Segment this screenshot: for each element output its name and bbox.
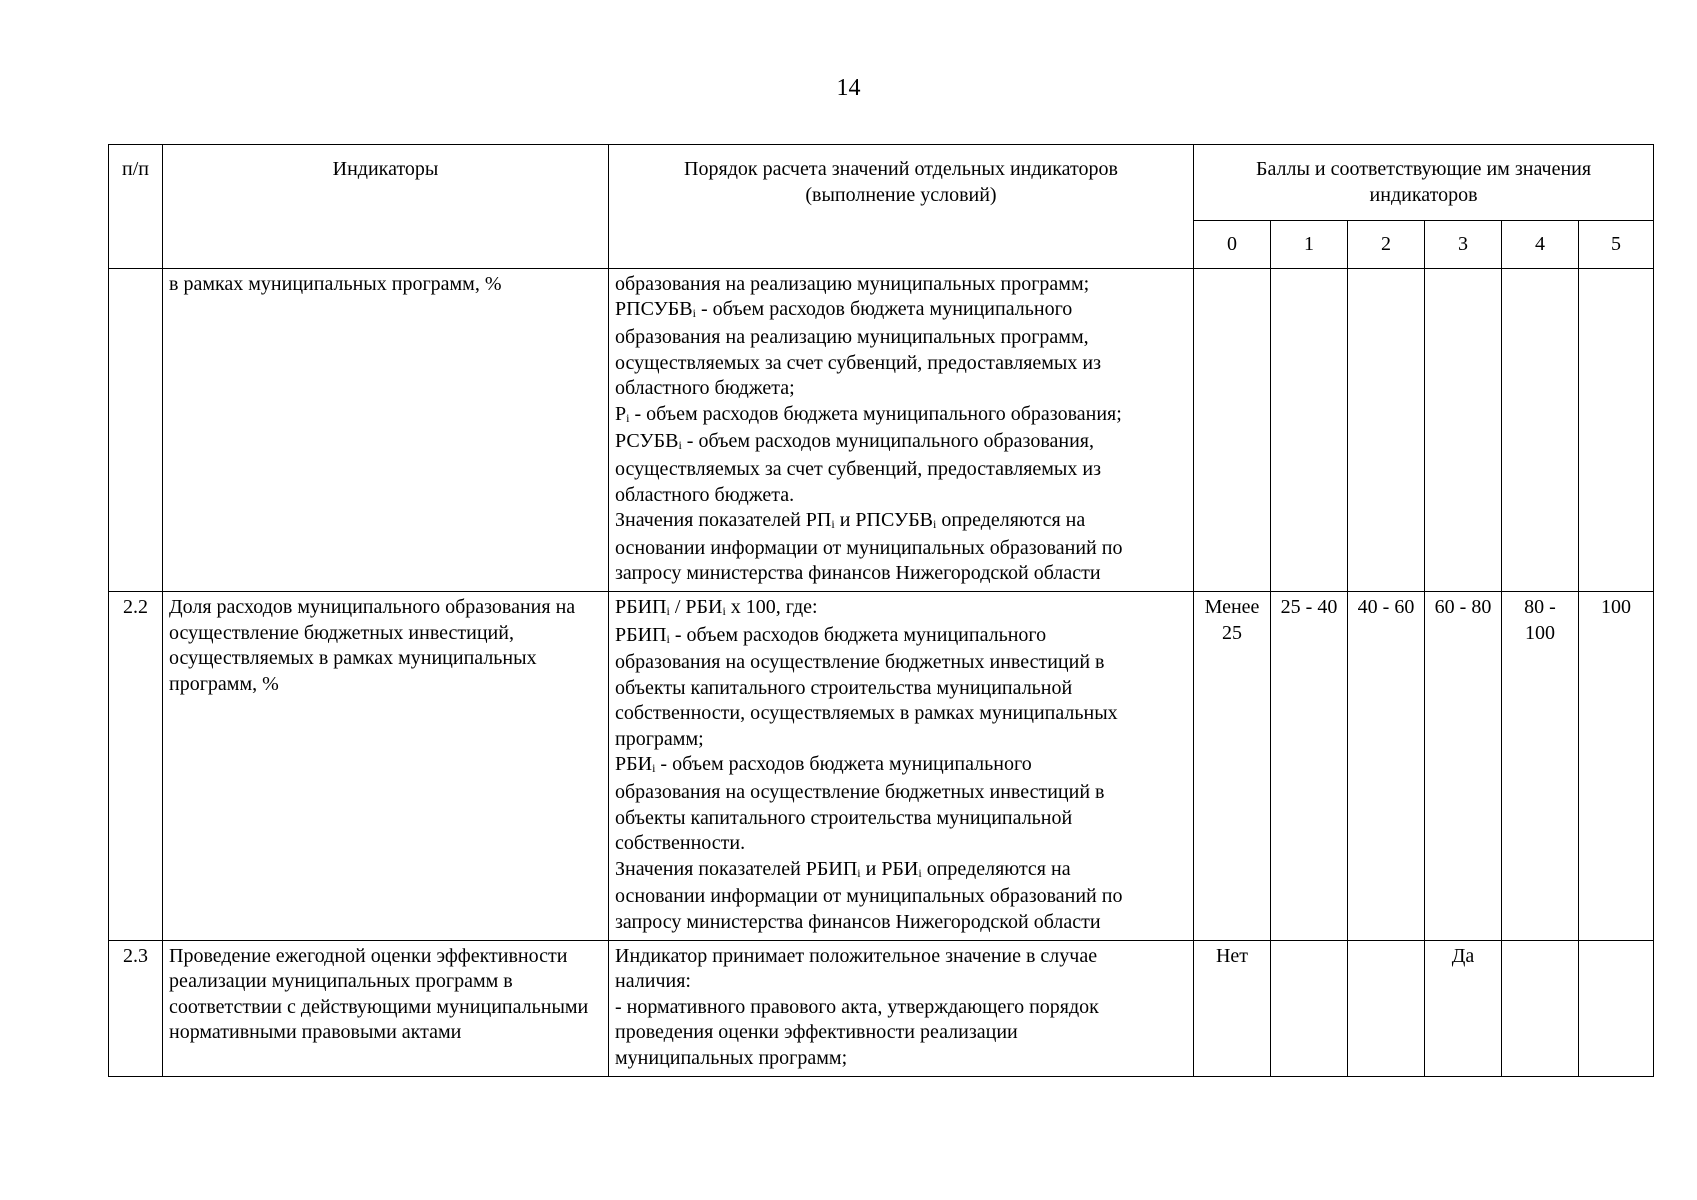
calc-line: $P_i$ - объем расходов бюджета муниципального образования; [615, 402, 1122, 425]
score-cell [1194, 268, 1271, 591]
calc-line: образования на осуществление бюджетных инвестиций в [615, 651, 1105, 674]
header-scores-line2: индикаторов [1369, 183, 1478, 206]
score-cell: 25 - 40 [1271, 591, 1348, 940]
calc-line: муниципальных программ; [615, 1047, 848, 1069]
calc-line: проведения оценки эффективности реализации [615, 1021, 1018, 1044]
score-cell [1348, 940, 1425, 1076]
score-cell: 80 - 100 [1502, 591, 1579, 940]
header-scores [1194, 145, 1654, 221]
calc-line: Значения показателей $РП_i$ и $РПСУБВ_i$ определяются на [615, 509, 1086, 532]
calc-line: областного бюджета. [615, 483, 795, 506]
calc-line: объекты капитального строительства муниципальной [615, 676, 1073, 699]
calc-line: - нормативного правового акта, утверждающего порядок [615, 995, 1099, 1018]
row-indicator: в рамках муниципальных программ, % [163, 268, 609, 591]
score-cell [1348, 268, 1425, 591]
calc-line: $РБИ_i$ - объем расходов бюджета муниципального [615, 753, 1032, 776]
calc-line: основании информации от муниципальных образований по [615, 885, 1123, 908]
score-cell [1502, 940, 1579, 1076]
header-score-4: 4 [1502, 221, 1579, 269]
score-cell: Нет [1194, 940, 1271, 1076]
score-cell [1579, 940, 1654, 1076]
calc-line: основании информации от муниципальных образований по [615, 536, 1123, 559]
header-indicators: Индикаторы [163, 145, 609, 269]
calc-line: объекты капитального строительства муниципальной [615, 806, 1073, 829]
calc-line: наличия: [615, 970, 691, 993]
header-num: п/п [109, 145, 163, 269]
table-row [109, 591, 1654, 940]
header-scores-line1: Баллы и соответствующие им значения [1256, 158, 1592, 180]
calc-line: программ; [615, 727, 704, 750]
header-score-5: 5 [1579, 221, 1654, 269]
calc-line: $РСУБВ_i$ - объем расходов муниципального образования, [615, 430, 1094, 453]
row-calc [609, 591, 1194, 940]
indicators-table [108, 144, 1654, 1077]
score-cell [1271, 268, 1348, 591]
score-cell [1271, 940, 1348, 1076]
calc-line: образования на осуществление бюджетных инвестиций в [615, 781, 1105, 804]
calc-line: запросу министерства финансов Нижегородской области [615, 911, 1101, 934]
row-num: 2.3 [109, 940, 163, 1076]
table-header-row [109, 145, 1654, 221]
table-row [109, 268, 1654, 591]
calc-line: собственности, осуществляемых в рамках муниципальных [615, 702, 1118, 725]
calc-line: образования на реализацию муниципальных программ, [615, 325, 1089, 348]
page-number: 14 [836, 75, 861, 101]
header-score-2: 2 [1348, 221, 1425, 269]
header-calc-line1: Порядок расчета значений отдельных индикаторов [684, 158, 1118, 180]
calc-line: осуществляемых за счет субвенций, предоставляемых из [615, 457, 1101, 480]
table-row [109, 940, 1654, 1076]
row-num: 2.2 [109, 591, 163, 940]
calc-line: областного бюджета; [615, 377, 795, 400]
calc-line: собственности. [615, 832, 746, 855]
score-cell [1425, 268, 1502, 591]
score-cell: Да [1425, 940, 1502, 1076]
row-indicator: Проведение ежегодной оценки эффективности реализации муниципальных программ в соответствии с действующими муниципальными нормативными правовыми актами [163, 940, 609, 1076]
calc-line: $РПСУБВ_i$ - объем расходов бюджета муниципального [615, 298, 1073, 321]
score-cell [1579, 268, 1654, 591]
score-cell [1502, 268, 1579, 591]
score-cell: 40 - 60 [1348, 591, 1425, 940]
calc-line: Индикатор принимает положительное значение в случае [615, 944, 1098, 967]
header-score-3: 3 [1425, 221, 1502, 269]
row-calc [609, 940, 1194, 1076]
calc-line: запросу министерства финансов Нижегородской области [615, 562, 1101, 585]
row-num [109, 268, 163, 591]
score-cell: 60 - 80 [1425, 591, 1502, 940]
score-cell: Менее 25 [1194, 591, 1271, 940]
row-indicator: Доля расходов муниципального образования на осуществление бюджетных инвестиций, осуществляемых в рамках муниципальных программ, % [163, 591, 609, 940]
score-cell: 100 [1579, 591, 1654, 940]
calc-line: Значения показателей $РБИП_i$ и $РБИ_i$ определяются на [615, 857, 1071, 880]
row-calc [609, 268, 1194, 591]
header-score-1: 1 [1271, 221, 1348, 269]
header-calc [609, 145, 1194, 269]
calc-line: $РБИП_i$ - объем расходов бюджета муниципального [615, 623, 1047, 646]
calc-line: образования на реализацию муниципальных программ; [615, 272, 1090, 295]
header-calc-line2: (выполнение условий) [805, 183, 997, 206]
header-score-0: 0 [1194, 221, 1271, 269]
calc-line: осуществляемых за счет субвенций, предоставляемых из [615, 351, 1101, 374]
calc-line: $РБИП_i / РБИ_i$ x 100, где: [615, 595, 818, 618]
